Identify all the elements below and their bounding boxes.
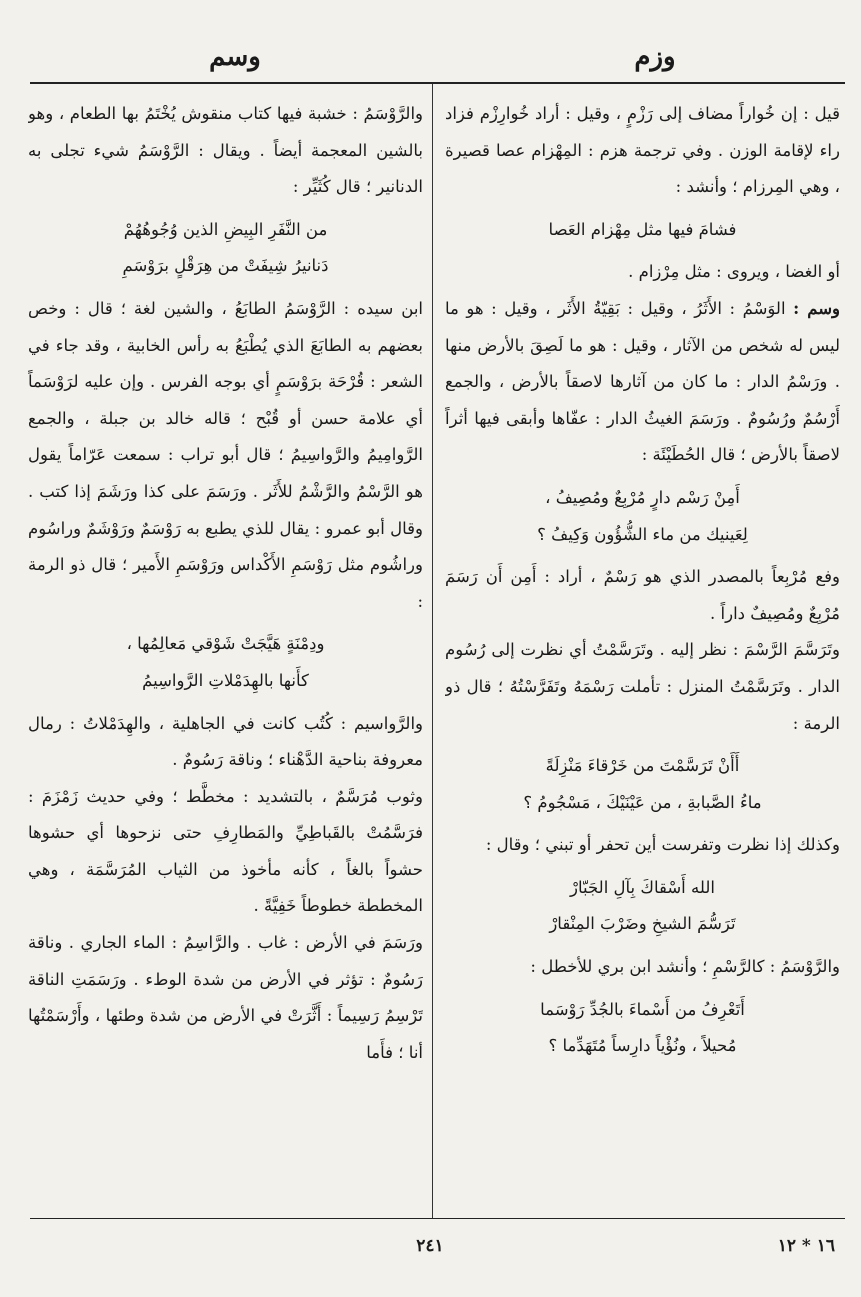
verse	[28, 212, 423, 285]
entry-paragraph	[445, 291, 840, 474]
verse	[445, 748, 840, 821]
paragraph: ابن سيده : الرَّوْسَمُ الطابَعُ ، والشين لغة ؛ قال : وخص بعضهم به الطابَعَ الذي يُطْبَعُ به رأس الخابية ، وقد جاء في الشعر : قُرْحَة برَوْسَمٍ أي بوجه الفرس . وإن عليه لرَوْسَماً أي علامة حسن أو قُبْح ؛ قاله خالد بن جبلة ، والجمع الرَّوامِيمُ والرَّواسِيمُ ؛ قال أبو تراب : سمعت عَرّاماً يقول هو الرَّسْمُ والرَّشْمُ للأَثَر . ورَسَمَ على كذا ورَشَمَ إذا كتب . وقال أبو عمرو : يقال للذي يطبع به رَوْسَمٌ ورَوْشَمٌ وراسُوم وراشُوم مثل رَوْسَمِ الأَكْداس ورَوْسَمِ الأَمير ؛ قال ذو الرمة :	[28, 298, 423, 611]
footer-rule	[30, 1218, 845, 1219]
verse-line: ماءُ الصَّبابةِ ، من عَيْنَيْكَ ، مَسْجُومُ ؟	[523, 792, 762, 812]
header-root-word-right: وزم	[634, 42, 676, 72]
left-column	[28, 96, 423, 1208]
right-column	[445, 96, 840, 1208]
paragraph: والرَّواسيم : كُتُب كانت في الجاهلية ، والهِدَمْلاتُ : رمال معروفة بناحية الدَّهْناء ؛ وناقة رَسُومٌ .	[28, 713, 423, 770]
verse	[28, 626, 423, 699]
verse	[445, 212, 840, 249]
paragraph: وتَرَسَّمَ الرَّسْمَ : نظر إليه . وتَرَسَّمْتُ أي نظرت إلى رُسُوم الدار . وتَرَسَّمْتُ المنزل : تأملت رَسْمَهُ وتَفَرَّسْتُهُ ؛ قال ذو الرمة :	[445, 640, 840, 733]
verse-line: من النَّفَرِ البِيضِ الذين وُجُوهُهُمْ	[123, 219, 328, 239]
paragraph: والرَّوْسَمُ : خشبة فيها كتاب منقوش يُخْتَمُ بها الطعام ، وهو بالشين المعجمة أيضاً . ويقال : الرَّوْسَمُ شيء تجلى به الدنانير ؛ قال كُثَيِّر :	[28, 104, 423, 197]
verse-line: فشامَ فيها مثل مِهْزام العَصا	[548, 219, 737, 239]
verse	[445, 870, 840, 943]
paragraph: والرَّوْسَمُ : كالرَّسْمِ ؛ وأنشد ابن بري للأخطل :	[530, 957, 840, 977]
paragraph: قيل : إن خُواراً مضاف إلى رَزْمٍ ، وقيل : أراد خُوارِزْم فزاد راء لإقامة الوزن . وفي ترجمة هزم : المِهْزام عصا قصيرة ، وهي المِرزام ؛ وأنشد :	[445, 104, 840, 197]
verse	[445, 480, 840, 553]
column-divider	[432, 84, 433, 1218]
verse-line: الله أَسْقاكَ بِآلِ الجَبّارْ	[570, 877, 715, 897]
entry-headword: وسم :	[793, 298, 840, 318]
paragraph: وثوب مُرَسَّمٌ ، بالتشديد : مخطَّط ؛ وفي حديث زَمْزَمَ : فرَسَّمُتْ بالقَباطِيِّ والمَطارِفِ حتى نزحوها أي حشوها حشواً بالغاً ، كأنه مأخوذ من الثياب المُرَسَّمَة ، وهي المخططة خطوطاً خَفِيَّةً .	[28, 786, 423, 916]
entry-text: الوَسْمُ : الأَثَرُ ، وقيل : بَقِيّةُ الأَثَر ، وقيل : هو ما ليس له شخص من الآثار ، وقيل : هو ما لَصِقَ بالأرض منها . ورَسْمُ الدار : ما كان من آثارها لاصقاً بالأرض ، والجمع أَرْسُمٌ ورُسُومٌ . ورَسَمَ الغيثُ الدار : عفّاها وأبقى فيها أثراً لاصقاً بالأرض ؛ قال الحُطَيْئَة :	[445, 298, 840, 465]
page-number: ٢٤١	[416, 1236, 444, 1256]
paragraph: أو الغضا ، ويروى : مثل مِرْزام .	[628, 262, 840, 282]
header-root-word-left: وسم	[209, 42, 261, 72]
verse-line: كأَنها بالهِدَمْلاتِ الرَّواسِيمُ	[142, 670, 309, 690]
verse-line: مُحيلاً ، ونُؤْياً دارِساً مُتَهَدِّما ؟	[548, 1036, 737, 1056]
verse-line: أَتَعْرِفُ من أَسْماءَ بالجُدِّ رَوْسَما	[540, 999, 745, 1019]
signature-mark: ١٦ * ١٢	[777, 1236, 835, 1256]
verse	[445, 992, 840, 1065]
verse-line: لِعَينيك من ماء الشُّؤُون وَكِيفُ ؟	[537, 524, 748, 544]
header-rule	[30, 82, 845, 84]
verse-line: ودِمْنَةٍ هَيَّجَتْ شَوْقي مَعالِمُها ،	[126, 634, 325, 654]
verse-line: أَمِنْ رَسْم دارٍ مُرْبِعٌ ومُصِيفُ ،	[545, 487, 740, 507]
verse-line: دَنانيرُ شِيفَتْ من هِرَقْلٍ برَوْسَمِ	[122, 256, 329, 276]
paragraph: وفع مُرْبِعاً بالمصدر الذي هو رَسْمٌ ، أراد : أَمِن أَن رَسَمَ مُرْبِعٌ ومُصِيفٌ داراً .	[445, 567, 840, 623]
paragraph: وكذلك إذا نظرت وتفرست أين تحفر أو تبني ؛ وقال :	[485, 835, 840, 855]
paragraph: ورَسَمَ في الأرض : غاب . والرَّاسِمُ : الماء الجاري . وناقة رَسُومٌ : تؤثر في الأرض من شدة الوطء . ورَسَمَتِ الناقة تَرْسِمُ رَسِيماً : أَثَّرَتْ في الأرض من شدة وطئها ، وأَرْسَمْتُها أنا ؛ فأَما	[28, 933, 423, 1062]
verse-line: تَرَسُّمَ الشيخِ وضَرْبَ المِنْقارْ	[549, 914, 736, 934]
verse-line: أَأَنْ تَرَسَّمْتَ من خَرْقاءَ مَنْزِلَةً	[545, 756, 740, 776]
